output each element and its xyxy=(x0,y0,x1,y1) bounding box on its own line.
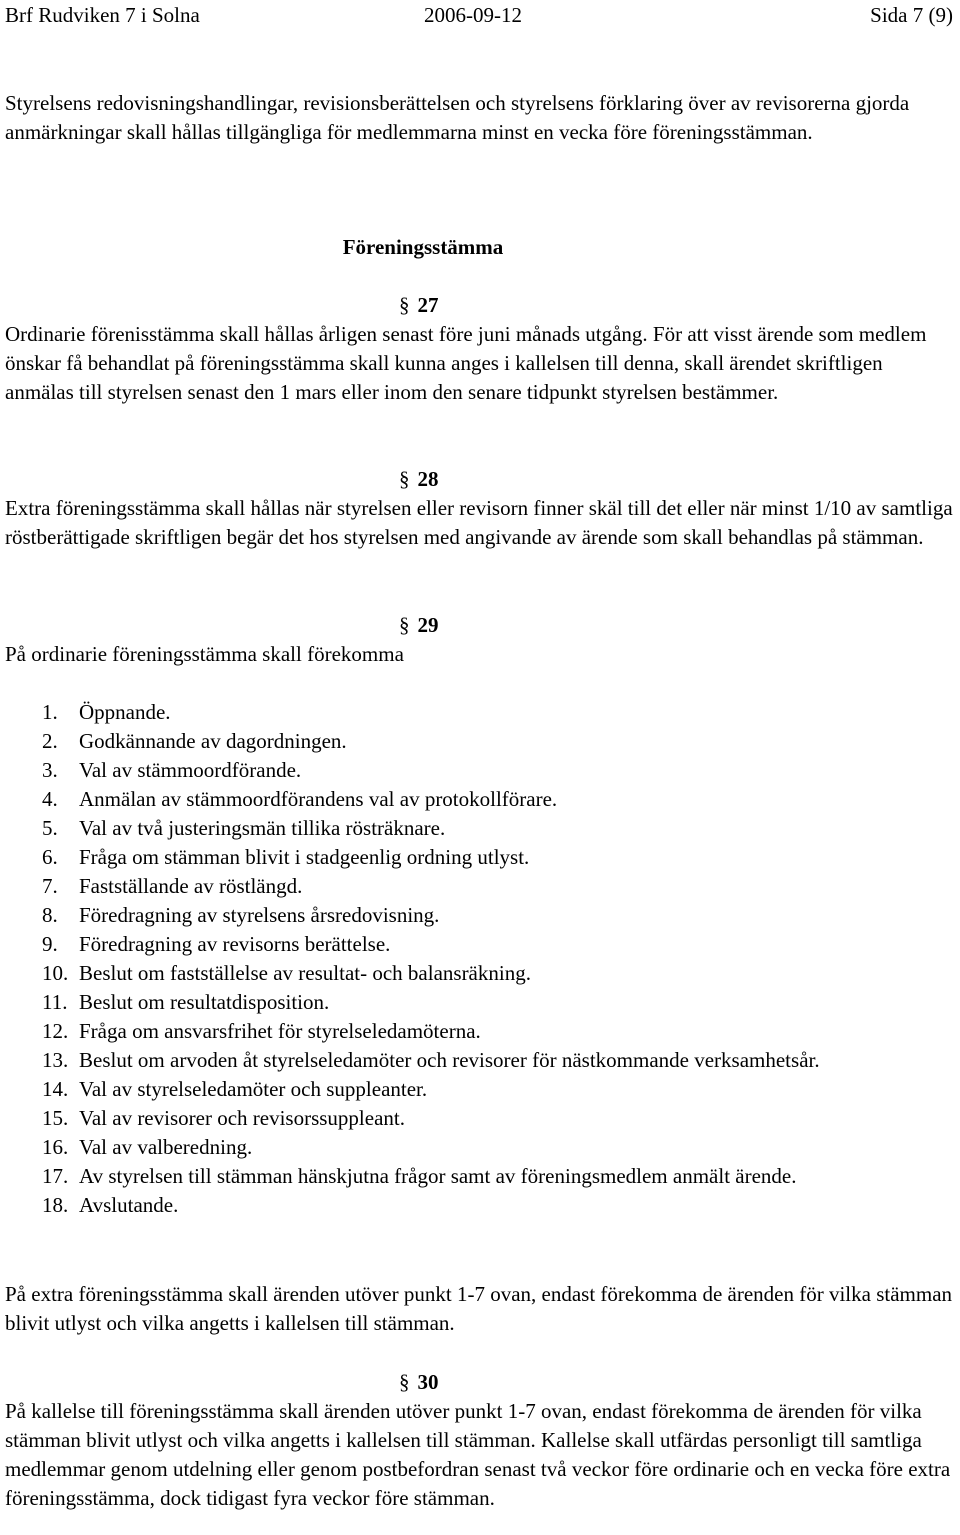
list-item-text: Öppnande. xyxy=(79,700,171,724)
list-item-text: Val av valberedning. xyxy=(79,1135,253,1159)
list-item xyxy=(42,959,952,988)
list-item xyxy=(42,1075,952,1104)
paragraph-sign-icon: § xyxy=(399,1370,410,1394)
header-association-name: Brf Rudviken 7 i Solna xyxy=(5,3,200,27)
list-item-text: Val av stämmoordförande. xyxy=(79,758,302,782)
list-item-text: Avslutande. xyxy=(79,1193,179,1217)
paragraph-sign-icon: § xyxy=(399,613,410,637)
list-item-number: 3. xyxy=(42,758,58,782)
list-item-text: Anmälan av stämmoordförandens val av protokollförare. xyxy=(79,787,558,811)
list-item-number: 17. xyxy=(42,1164,69,1188)
header-page-number: Sida 7 (9) xyxy=(870,3,953,27)
list-item xyxy=(42,1046,952,1075)
section-27-text: Ordinarie förenisstämma skall hållas årligen senast före juni månads utgång. För att visst ärende som medlem önskar få behandlat på föreningsstämma skall kunna anges i kallelsen till denna, skall ärendet skriftligen anmälas till styrelsen senast den 1 mars eller inom den senare tidpunkt styrelsen bestämmer. xyxy=(5,322,927,404)
list-item xyxy=(42,988,952,1017)
paragraph-sign-icon: § xyxy=(399,293,410,317)
section-29-extra-text: På extra föreningsstämma skall ärenden utöver punkt 1-7 ovan, endast förekomma de ärenden för vilka stämman blivit utlyst och vilka angetts i kallelsen till stämman. xyxy=(5,1282,953,1335)
list-item xyxy=(42,1104,952,1133)
list-item xyxy=(42,698,952,727)
section-29-intro: På ordinarie föreningsstämma skall förekomma xyxy=(5,642,404,666)
list-item-text: Val av revisorer och revisorssuppleant. xyxy=(79,1106,405,1130)
page-header xyxy=(5,0,953,30)
list-item xyxy=(42,1191,952,1220)
section-29-number xyxy=(399,611,439,640)
paragraph-sign-icon: § xyxy=(399,467,410,491)
section-29-label: 29 xyxy=(417,613,439,637)
section-27-number xyxy=(399,291,439,320)
list-item-number: 8. xyxy=(42,903,58,927)
list-item-number: 13. xyxy=(42,1048,69,1072)
list-item-number: 4. xyxy=(42,787,58,811)
list-item xyxy=(42,1017,952,1046)
list-item-text: Fråga om stämman blivit i stadgeenlig ordning utlyst. xyxy=(79,845,530,869)
list-item-number: 15. xyxy=(42,1106,69,1130)
list-item xyxy=(42,901,952,930)
list-item-text: Av styrelsen till stämman hänskjutna frågor samt av föreningsmedlem anmält ärende. xyxy=(79,1164,797,1188)
list-item-text: Val av två justeringsmän tillika rösträknare. xyxy=(79,816,446,840)
list-item-number: 10. xyxy=(42,961,69,985)
list-item-text: Föredragning av revisorns berättelse. xyxy=(79,932,391,956)
list-item xyxy=(42,930,952,959)
list-item-text: Beslut om arvoden åt styrelseledamöter och revisorer för nästkommande verksamhetsår. xyxy=(79,1048,820,1072)
list-item xyxy=(42,756,952,785)
list-item-number: 1. xyxy=(42,700,58,724)
intro-paragraph: Styrelsens redovisningshandlingar, revisionsberättelsen och styrelsens förklaring över av revisorerna gjorda anmärkningar skall hållas tillgängliga för medlemmarna minst en vecka före föreningsstämman. xyxy=(5,91,910,144)
section-heading: Föreningsstämma xyxy=(342,235,504,259)
agenda-list xyxy=(42,698,952,1220)
list-item-number: 12. xyxy=(42,1019,69,1043)
list-item-text: Godkännande av dagordningen. xyxy=(79,729,347,753)
section-28-text: Extra föreningsstämma skall hållas när styrelsen eller revisorn finner skäl till det eller när minst 1/10 av samtliga röstberättigade skriftligen begär det hos styrelsen med angivande av ärende som skall behandlas på stämman. xyxy=(5,496,953,549)
section-28-number xyxy=(399,465,439,494)
header-date: 2006-09-12 xyxy=(424,3,522,27)
list-item xyxy=(42,1133,952,1162)
list-item-number: 11. xyxy=(42,990,68,1014)
list-item-number: 7. xyxy=(42,874,58,898)
list-item-number: 14. xyxy=(42,1077,69,1101)
list-item-text: Fastställande av röstlängd. xyxy=(79,874,303,898)
list-item xyxy=(42,727,952,756)
list-item-number: 9. xyxy=(42,932,58,956)
list-item-number: 18. xyxy=(42,1193,69,1217)
section-28-label: 28 xyxy=(417,467,439,491)
list-item-number: 6. xyxy=(42,845,58,869)
list-item xyxy=(42,785,952,814)
list-item-text: Beslut om resultatdisposition. xyxy=(79,990,330,1014)
list-item-text: Föredragning av styrelsens årsredovisning. xyxy=(79,903,440,927)
list-item-text: Fråga om ansvarsfrihet för styrelseledamöterna. xyxy=(79,1019,481,1043)
section-27-label: 27 xyxy=(417,293,439,317)
list-item xyxy=(42,814,952,843)
section-30-text: På kallelse till föreningsstämma skall ärenden utöver punkt 1-7 ovan, endast förekomma de ärenden för vilka stämman blivit utlyst och vilka angetts i kallelsen till stämman. Kallelse skall utfärdas personligt till samtliga medlemmar genom utdelning eller genom postbefordran senast två veckor före ordinarie och en vecka före extra föreningsstämma, dock tidigast fyra veckor före stämman. xyxy=(5,1399,951,1510)
list-item xyxy=(42,1162,952,1191)
list-item-number: 5. xyxy=(42,816,58,840)
list-item-text: Val av styrelseledamöter och suppleanter. xyxy=(79,1077,428,1101)
list-item xyxy=(42,843,952,872)
list-item-number: 16. xyxy=(42,1135,69,1159)
list-item-text: Beslut om fastställelse av resultat- och balansräkning. xyxy=(79,961,531,985)
section-30-number xyxy=(399,1368,439,1397)
list-item-number: 2. xyxy=(42,729,58,753)
list-item xyxy=(42,872,952,901)
section-30-label: 30 xyxy=(417,1370,439,1394)
